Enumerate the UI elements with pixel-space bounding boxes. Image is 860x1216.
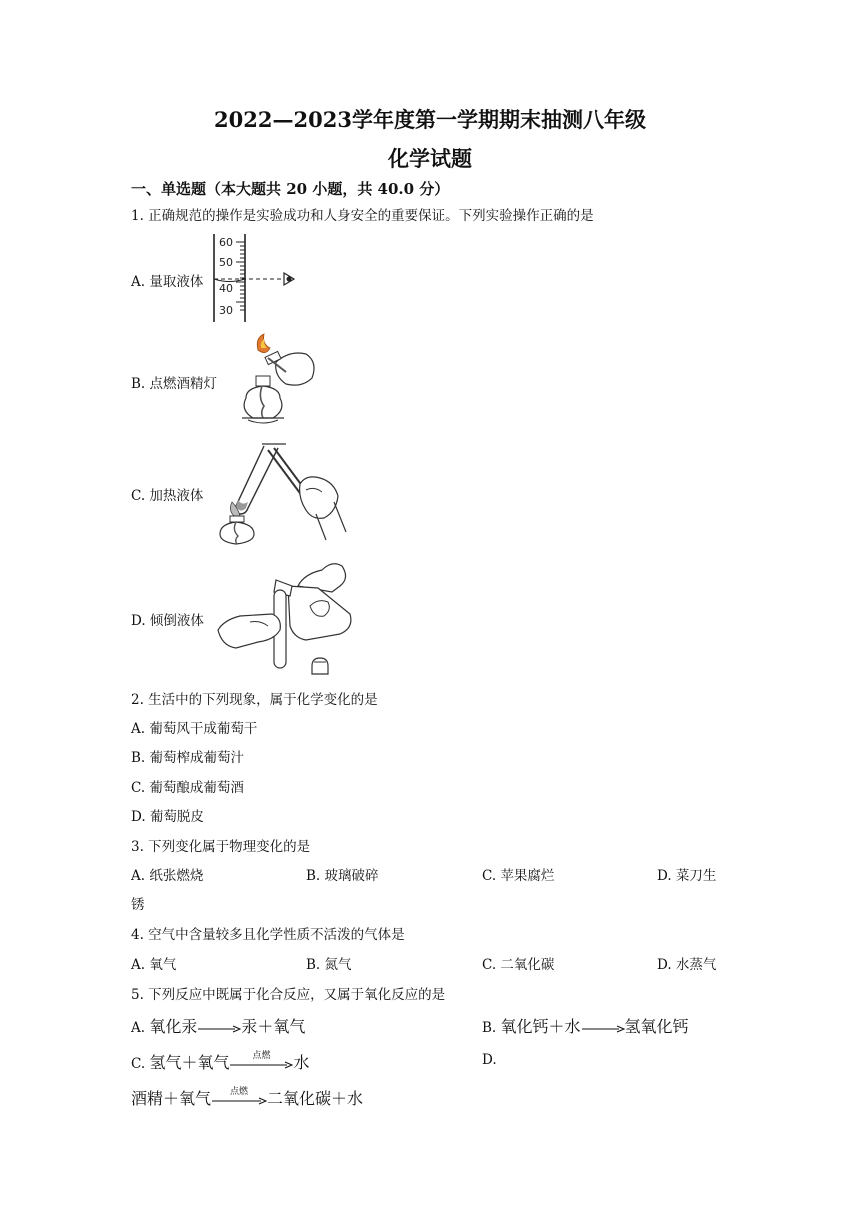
tick-label-50: 50: [219, 256, 233, 269]
reaction-arrow-ignite: [229, 1050, 293, 1070]
question-5-stem: 5. 下列反应中既属于化合反应，又属于氧化反应的是: [131, 987, 446, 1003]
pouring-liquid-figure: [214, 556, 364, 678]
tick-label-60: 60: [219, 236, 233, 249]
q1-option-b-label: B. 点燃酒精灯: [131, 376, 218, 392]
alcohol-lamp-figure: [228, 332, 320, 428]
q5-c-right: 水: [293, 1053, 310, 1072]
tick-label-30: 30: [219, 304, 233, 317]
q4-option-a: A. 氧气: [131, 957, 177, 973]
section-heading: 一、单选题（本大题共 20 小题，共 40.0 分）: [131, 180, 450, 198]
question-3-stem: 3. 下列变化属于物理变化的是: [131, 839, 311, 855]
q5-a-right: 汞＋氧气: [241, 1017, 306, 1036]
q4-option-c: C. 二氧化碳: [482, 957, 555, 973]
q5-a-prefix: A.: [131, 1020, 146, 1036]
q3-option-c: C. 苹果腐烂: [482, 868, 555, 884]
reaction-condition: 点燃: [252, 1050, 271, 1061]
q2-option-a: A. 葡萄风干成葡萄干: [131, 721, 258, 737]
exam-subtitle: 化学试题: [388, 146, 472, 171]
reaction-arrow-ignite: [211, 1086, 267, 1106]
q3-option-d-wrap: 锈: [131, 897, 145, 913]
q5-option-d: [131, 1086, 363, 1109]
q5-d-left: 酒精＋氧气: [131, 1089, 212, 1108]
q5-c-left: 氢气＋氧气: [149, 1053, 230, 1072]
q4-option-b: B. 氮气: [306, 957, 352, 973]
question-4-stem: 4. 空气中含量较多且化学性质不活泼的气体是: [131, 927, 405, 943]
q5-b-left: 氧化钙＋水: [500, 1017, 581, 1036]
reaction-condition: 点燃: [230, 1086, 249, 1097]
q5-a-left: 氧化汞: [149, 1017, 198, 1036]
q3-option-d: D. 菜刀生: [657, 868, 717, 884]
q3-option-b: B. 玻璃破碎: [306, 868, 379, 884]
reaction-arrow: [581, 1024, 625, 1034]
q2-option-c: C. 葡萄酿成葡萄酒: [131, 780, 244, 796]
heating-test-tube-figure: [214, 440, 354, 548]
tick-label-40: 40: [219, 282, 233, 295]
exam-title: 2022—2023学年度第一学期期末抽测八年级: [214, 107, 646, 132]
q1-option-a-label: A. 量取液体: [131, 274, 204, 290]
q4-option-d: D. 水蒸气: [657, 957, 717, 973]
q5-d-right: 二氧化碳＋水: [267, 1089, 364, 1108]
reaction-arrow: [197, 1024, 241, 1034]
q5-option-d-prefix: D.: [482, 1052, 497, 1068]
q5-b-prefix: B.: [482, 1020, 497, 1036]
q3-option-a: A. 纸张燃烧: [131, 868, 204, 884]
question-2-stem: 2. 生活中的下列现象，属于化学变化的是: [131, 692, 378, 708]
q5-option-c: [131, 1050, 309, 1073]
q2-option-d: D. 葡萄脱皮: [131, 809, 204, 825]
q5-b-right: 氢氧化钙: [624, 1017, 689, 1036]
graduated-cylinder-figure: [212, 232, 304, 324]
q1-option-d-label: D. 倾倒液体: [131, 613, 204, 629]
q2-option-b: B. 葡萄榨成葡萄汁: [131, 750, 245, 766]
q5-option-b: [482, 1014, 689, 1037]
q1-option-c-label: C. 加热液体: [131, 488, 204, 504]
question-1-stem: 1. 正确规范的操作是实验成功和人身安全的重要保证。下列实验操作正确的是: [131, 208, 594, 224]
q5-option-a: [131, 1014, 305, 1037]
q5-c-prefix: C.: [131, 1056, 146, 1072]
